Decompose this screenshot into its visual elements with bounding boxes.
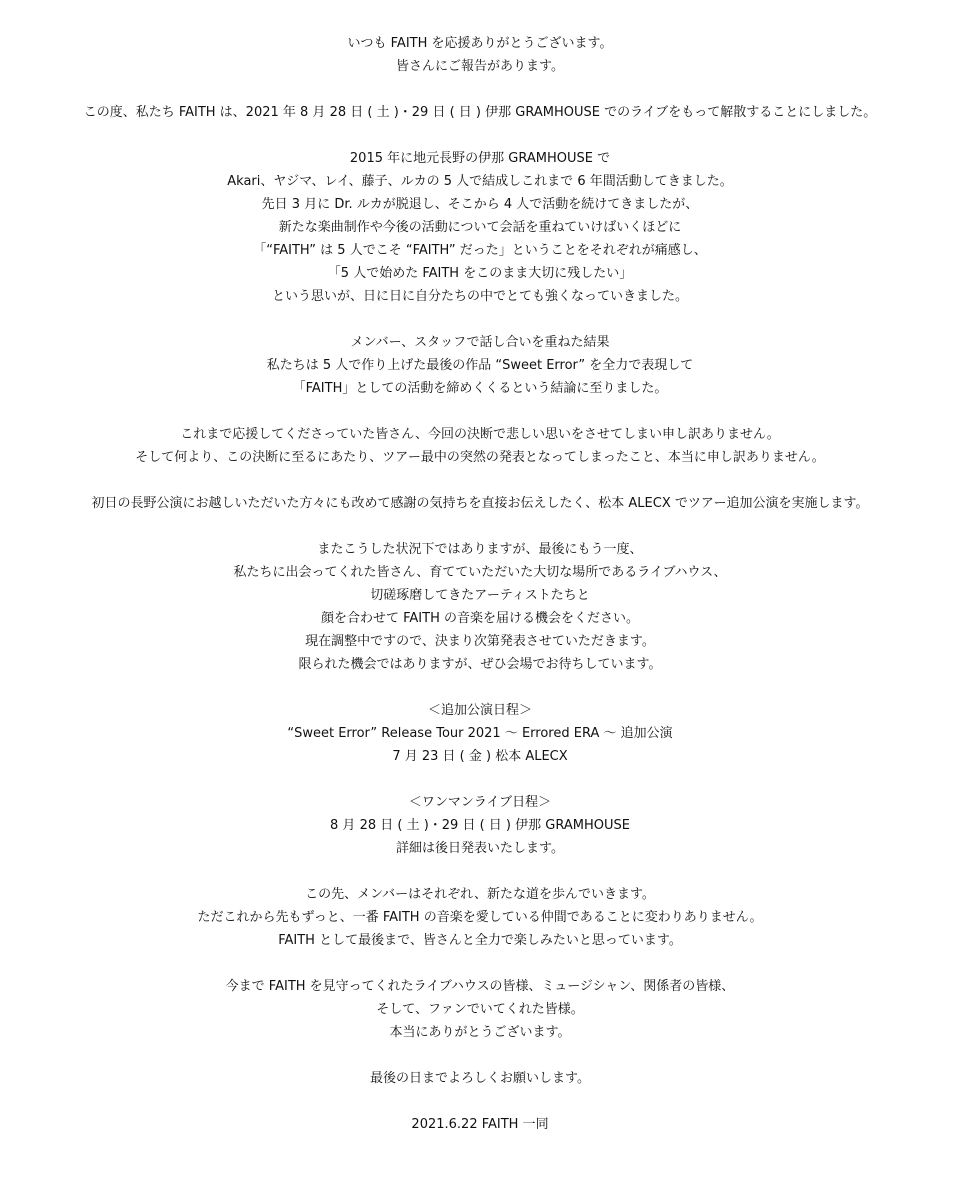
text-line: ＜ワンマンライブ日程＞: [408, 795, 552, 810]
text-line: そして、ファンでいてくれた皆様。: [376, 1002, 584, 1017]
text-line: 現在調整中ですので、決まり次第発表させていただきます。: [305, 634, 655, 649]
paragraph: [0, 1113, 960, 1136]
text-line: 8 月 28 日 ( 土 )・29 日 ( 日 ) 伊那 GRAMHOUSE: [330, 818, 630, 833]
text-line: 「“FAITH” は 5 人でこそ “FAITH” だった」ということをそれぞれが痛感し、: [253, 243, 707, 258]
text-line: この先、メンバーはそれぞれ、新たな道を歩んでいきます。: [305, 887, 655, 902]
text-line: という思いが、日に日に自分たちの中でとても強くなっていきました。: [271, 289, 688, 304]
paragraph: [0, 331, 960, 400]
paragraph: [0, 883, 960, 952]
text-line: 新たな楽曲制作や今後の活動について会話を重ねていけばいくほどに: [278, 220, 682, 235]
text-line: 「FAITH」としての活動を締めくくるという結論に至りました。: [292, 381, 668, 396]
paragraph: [0, 423, 960, 469]
text-line: ＜追加公演日程＞: [427, 703, 532, 718]
text-line: FAITH として最後まで、皆さんと全力で楽しみたいと思っています。: [278, 933, 682, 948]
text-line: 2021.6.22 FAITH 一同: [411, 1117, 549, 1132]
paragraph: [0, 1067, 960, 1090]
text-line: メンバー、スタッフで話し合いを重ねた結果: [350, 335, 610, 350]
paragraph: [0, 147, 960, 308]
text-line: 詳細は後日発表いたします。: [396, 841, 564, 856]
text-line: 2015 年に地元長野の伊那 GRAMHOUSE で: [349, 151, 611, 166]
paragraph: [0, 538, 960, 676]
text-line: 最後の日までよろしくお願いします。: [370, 1071, 590, 1086]
paragraph: [0, 699, 960, 768]
text-line: この度、私たち FAITH は、2021 年 8 月 28 日 ( 土 )・29 日 ( 日 ) 伊那 GRAMHOUSE でのライブをもって解散することにしました。: [83, 105, 877, 120]
text-line: 本当にありがとうございます。: [389, 1025, 571, 1040]
text-line: 私たちに出会ってくれた皆さん、育てていただいた大切な場所であるライブハウス、: [233, 565, 727, 580]
paragraph: [0, 101, 960, 124]
announcement-body: [0, 32, 960, 1136]
text-line: 限られた機会ではありますが、ぜひ会場でお待ちしています。: [298, 657, 662, 672]
text-line: Akari、ヤジマ、レイ、藤子、ルカの 5 人で結成しこれまで 6 年間活動してきました。: [227, 174, 733, 189]
text-line: 皆さんにご報告があります。: [396, 59, 564, 74]
text-line: またこうした状況下ではありますが、最後にもう一度、: [317, 542, 643, 557]
text-line: 顔を合わせて FAITH の音楽を届ける機会をください。: [321, 611, 639, 626]
text-line: そして何より、この決断に至るにあたり、ツアー最中の突然の発表となってしまったこと、本当に申し訳ありません。: [135, 450, 825, 465]
text-line: 今まで FAITH を見守ってくれたライブハウスの皆様、ミュージシャン、関係者の皆様、: [225, 979, 735, 994]
text-line: 7 月 23 日 ( 金 ) 松本 ALECX: [392, 749, 568, 764]
text-line: いつも FAITH を応援ありがとうございます。: [347, 36, 613, 51]
paragraph: [0, 32, 960, 78]
paragraph: [0, 492, 960, 515]
text-line: 初日の長野公演にお越しいただいた方々にも改めて感謝の気持ちを直接お伝えしたく、松本 ALECX でツアー追加公演を実施します。: [91, 496, 869, 511]
text-line: “Sweet Error” Release Tour 2021 ～ Errored ERA ～ 追加公演: [287, 726, 673, 741]
text-line: ただこれから先もずっと、一番 FAITH の音楽を愛している仲間であることに変わりありません。: [197, 910, 763, 925]
text-line: 切磋琢磨してきたアーティストたちと: [370, 588, 590, 603]
paragraph: [0, 791, 960, 860]
text-line: 先日 3 月に Dr. ルカが脱退し、そこから 4 人で活動を続けてきましたが、: [261, 197, 699, 212]
text-line: 私たちは 5 人で作り上げた最後の作品 “Sweet Error” を全力で表現して: [266, 358, 694, 373]
text-line: 「5 人で始めた FAITH をこのまま大切に残したい」: [327, 266, 633, 281]
text-line: これまで応援してくださっていた皆さん、今回の決断で悲しい思いをさせてしまい申し訳ありません。: [180, 427, 780, 442]
paragraph: [0, 975, 960, 1044]
